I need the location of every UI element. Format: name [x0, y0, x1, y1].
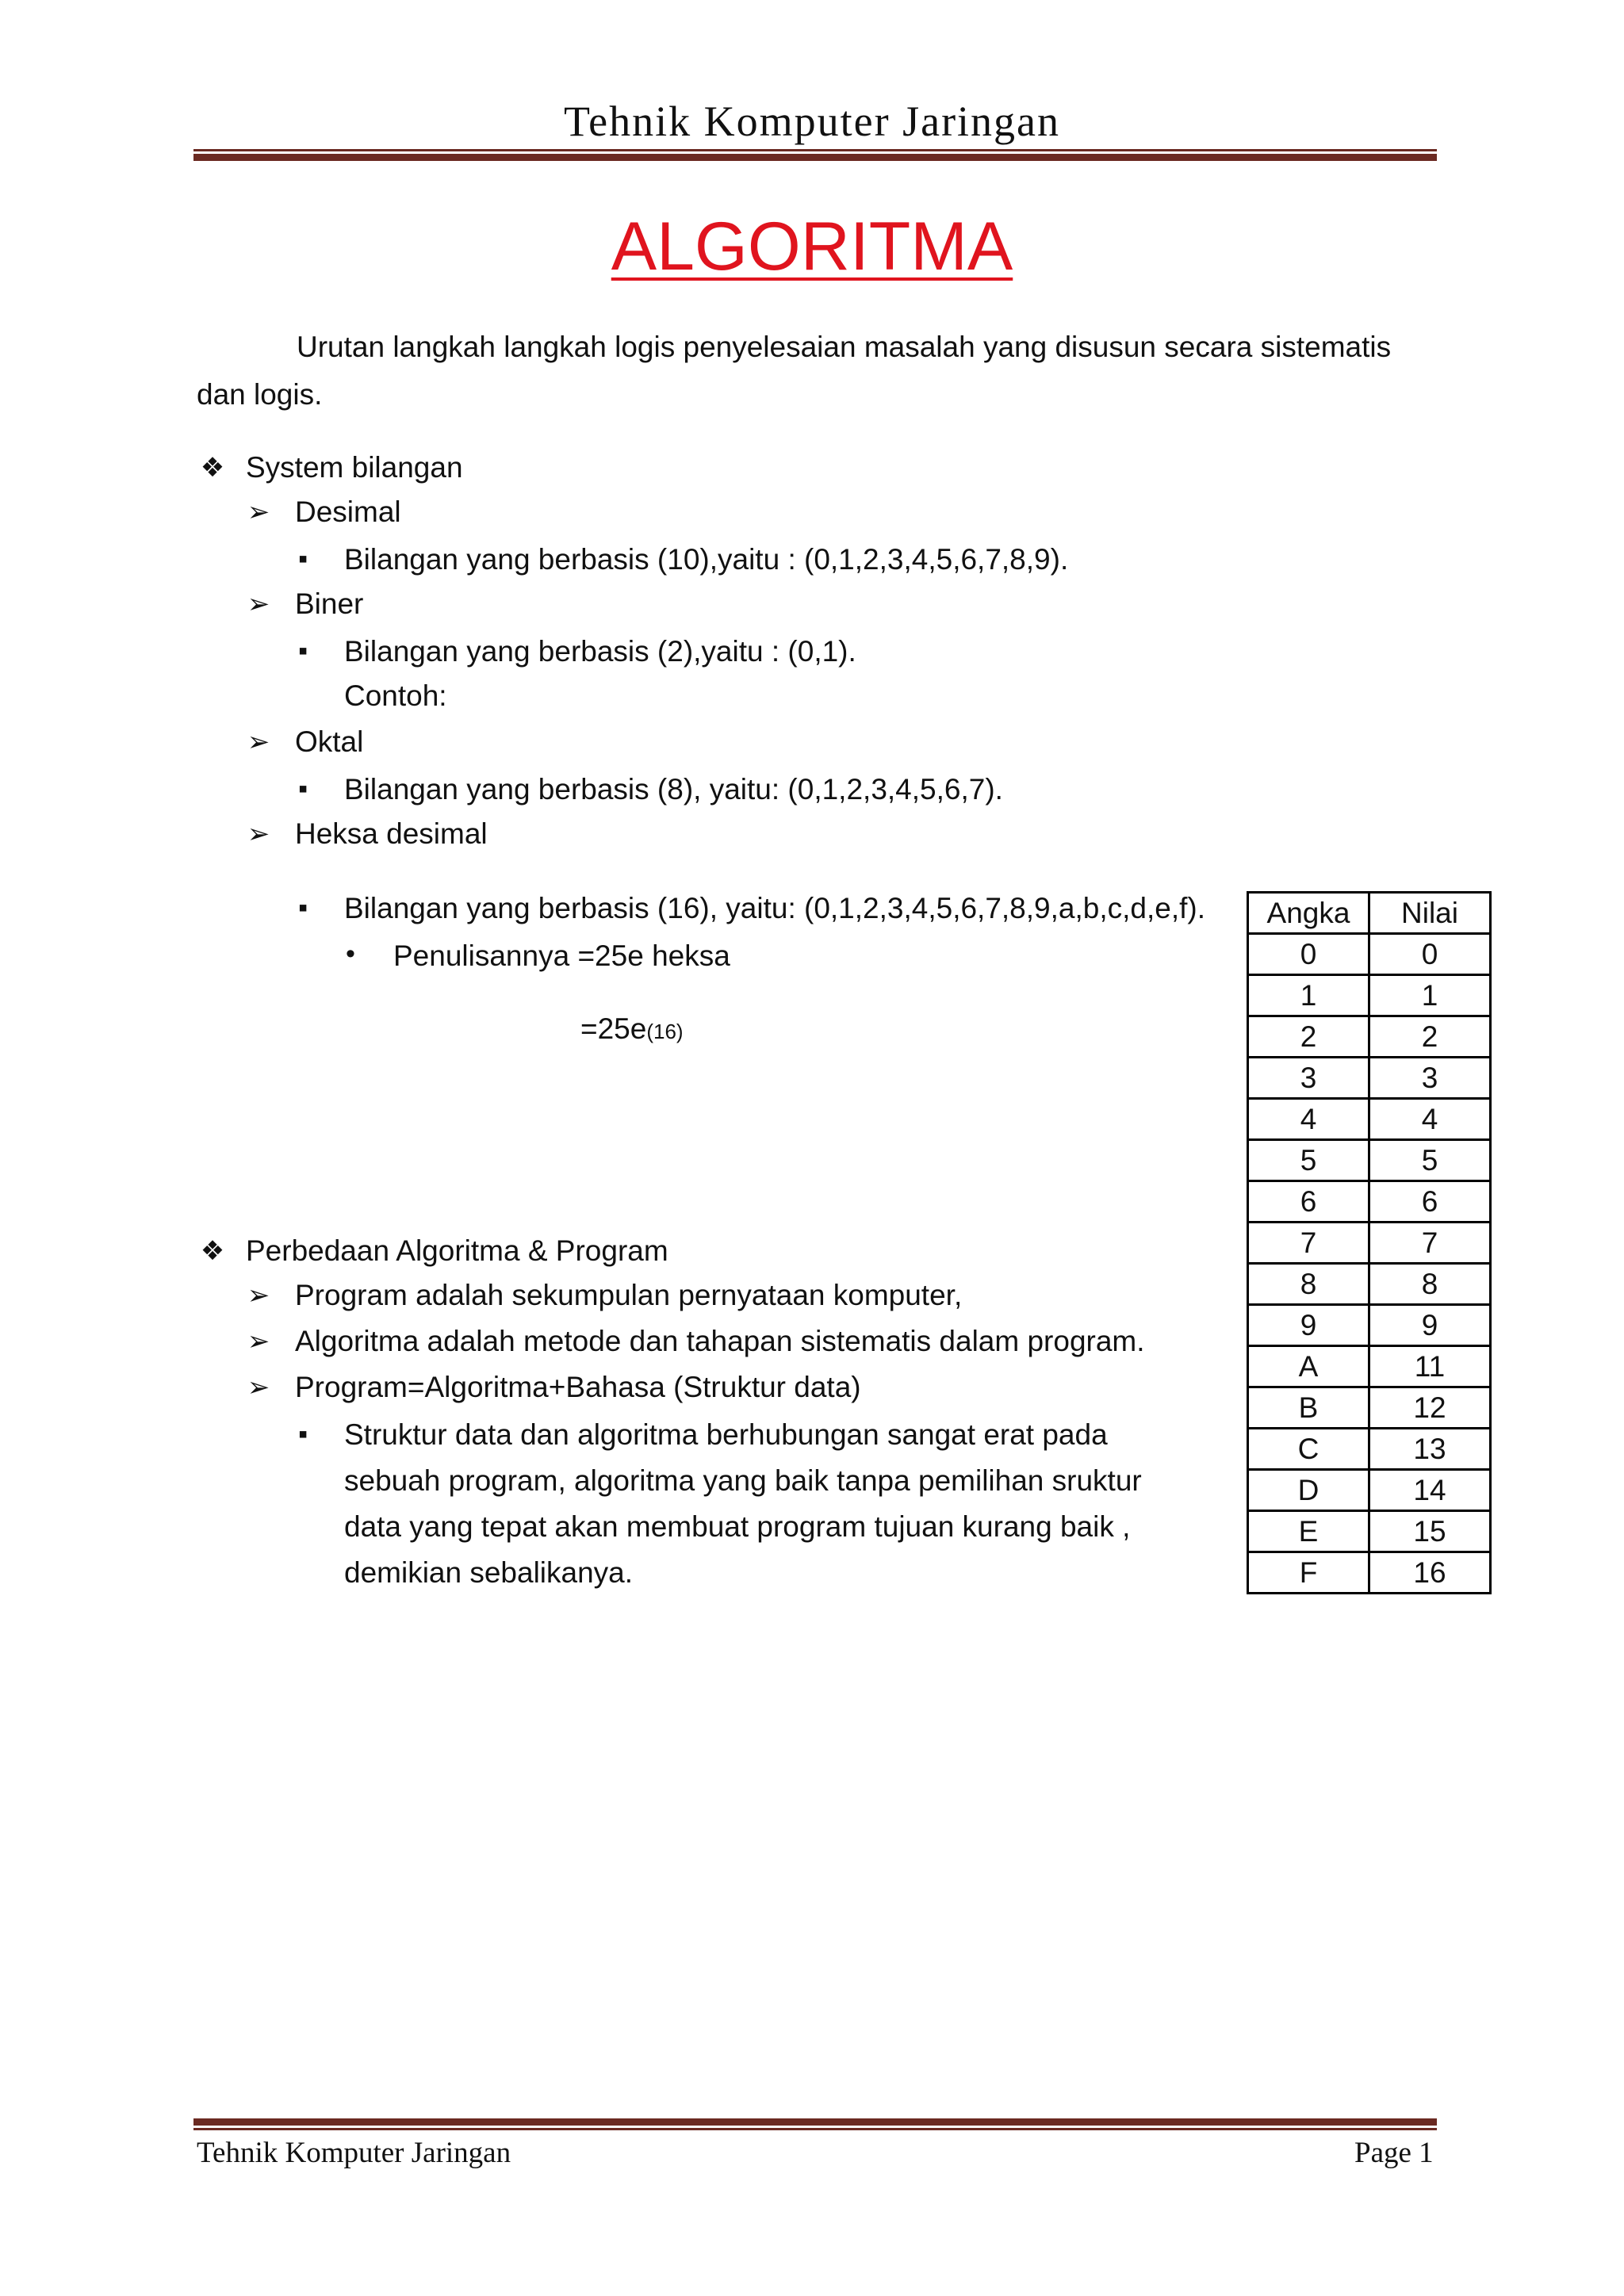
- table-row: [1248, 1140, 1491, 1181]
- biner-description: Bilangan yang berbasis (2),yaitu : (0,1).: [344, 635, 856, 668]
- table-row: [1248, 934, 1491, 975]
- table-row: [1248, 975, 1491, 1016]
- page-number: Page 1: [1354, 2137, 1434, 2169]
- algoritma-definition: Algoritma adalah metode dan tahapan sistematis dalam program.: [295, 1325, 1145, 1357]
- intro-line-1: Urutan langkah langkah logis penyelesaian masalah yang disusun secara sistematis: [297, 331, 1392, 363]
- nilai-cell: 12: [1369, 1387, 1491, 1429]
- nilai-cell: 9: [1369, 1305, 1491, 1346]
- angka-cell: 9: [1248, 1305, 1369, 1346]
- struktur-data-line-1: Struktur data dan algoritma berhubungan sangat erat pada: [344, 1418, 1108, 1451]
- heksa-description: Bilangan yang berbasis (16), yaitu: (0,1,2,3,4,5,6,7,8,9,a,b,c,d,e,f).: [344, 892, 1205, 924]
- nilai-cell: 13: [1369, 1429, 1491, 1470]
- angka-cell: 8: [1248, 1264, 1369, 1305]
- arrow-bullet-icon: ➢: [247, 819, 270, 849]
- footer-title: Tehnik Komputer Jaringan: [197, 2137, 511, 2169]
- nilai-cell: 5: [1369, 1140, 1491, 1181]
- table-row: [1248, 1016, 1491, 1058]
- nilai-cell: 16: [1369, 1552, 1491, 1594]
- angka-cell: 0: [1248, 934, 1369, 975]
- table-row: [1248, 1429, 1491, 1470]
- table-row: [1248, 1387, 1491, 1429]
- angka-cell: E: [1248, 1511, 1369, 1552]
- angka-cell: 5: [1248, 1140, 1369, 1181]
- table-row: [1248, 1223, 1491, 1264]
- program-formula: Program=Algoritma+Bahasa (Struktur data): [295, 1371, 861, 1403]
- table-header-cell: Angka: [1248, 893, 1369, 934]
- table-header-cell: Nilai: [1369, 893, 1491, 934]
- angka-cell: 3: [1248, 1058, 1369, 1099]
- nilai-cell: 11: [1369, 1346, 1491, 1387]
- program-definition: Program adalah sekumpulan pernyataan komputer,: [295, 1279, 963, 1311]
- angka-cell: 6: [1248, 1181, 1369, 1223]
- struktur-data-line-3: data yang tepat akan membuat program tujuan kurang baik ,: [344, 1510, 1131, 1543]
- table-row: [1248, 1470, 1491, 1511]
- table-row: [1248, 1346, 1491, 1387]
- angka-cell: 4: [1248, 1099, 1369, 1140]
- arrow-bullet-icon: ➢: [247, 589, 270, 619]
- nilai-cell: 8: [1369, 1264, 1491, 1305]
- table-row: [1248, 1099, 1491, 1140]
- footer-rule-thin: [193, 2128, 1437, 2130]
- square-bullet-icon: ▪: [297, 893, 308, 923]
- nilai-cell: 1: [1369, 975, 1491, 1016]
- nilai-cell: 14: [1369, 1470, 1491, 1511]
- item-desimal: Desimal: [295, 496, 401, 528]
- header-rule-thin: [193, 149, 1437, 151]
- section-heading-system-bilangan: System bilangan: [246, 451, 463, 484]
- formula: [580, 1012, 684, 1049]
- nilai-cell: 6: [1369, 1181, 1491, 1223]
- table-row: [1248, 1552, 1491, 1594]
- formula-subscript: (16): [646, 1020, 684, 1043]
- page-header-title: Tehnik Komputer Jaringan: [563, 98, 1061, 145]
- biner-contoh: Contoh:: [344, 679, 447, 712]
- document-title: ALGORITMA: [611, 209, 1013, 285]
- table-body: [1248, 934, 1491, 1594]
- table-row: [1248, 1305, 1491, 1346]
- table-header-row: [1248, 893, 1491, 934]
- square-bullet-icon: ▪: [297, 544, 308, 574]
- arrow-bullet-icon: ➢: [247, 1326, 270, 1357]
- table-row: [1248, 1058, 1491, 1099]
- nilai-cell: 3: [1369, 1058, 1491, 1099]
- intro-line-2: dan logis.: [197, 378, 323, 411]
- item-oktal: Oktal: [295, 725, 364, 758]
- item-biner: Biner: [295, 587, 364, 620]
- desimal-description: Bilangan yang berbasis (10),yaitu : (0,1,2,3,4,5,6,7,8,9).: [344, 543, 1069, 576]
- nilai-cell: 4: [1369, 1099, 1491, 1140]
- struktur-data-line-4: demikian sebalikanya.: [344, 1556, 634, 1589]
- square-bullet-icon: ▪: [297, 1419, 308, 1449]
- angka-cell: 7: [1248, 1223, 1369, 1264]
- footer-rule-thick: [193, 2118, 1437, 2126]
- angka-cell: B: [1248, 1387, 1369, 1429]
- arrow-bullet-icon: ➢: [247, 1280, 270, 1311]
- diamond-bullet-icon: ❖: [200, 1236, 225, 1266]
- penulisan-text: Penulisannya =25e heksa: [393, 939, 730, 972]
- table-row: [1248, 1511, 1491, 1552]
- section-heading-perbedaan: Perbedaan Algoritma & Program: [246, 1234, 668, 1267]
- arrow-bullet-icon: ➢: [247, 727, 270, 757]
- nilai-cell: 7: [1369, 1223, 1491, 1264]
- nilai-cell: 15: [1369, 1511, 1491, 1552]
- angka-cell: C: [1248, 1429, 1369, 1470]
- oktal-description: Bilangan yang berbasis (8), yaitu: (0,1,2,3,4,5,6,7).: [344, 773, 1003, 806]
- square-bullet-icon: ▪: [297, 774, 308, 804]
- angka-cell: F: [1248, 1552, 1369, 1594]
- nilai-cell: 0: [1369, 934, 1491, 975]
- header-rule-thick: [193, 154, 1437, 161]
- dot-bullet-icon: •: [346, 939, 355, 969]
- struktur-data-line-2: sebuah program, algoritma yang baik tanpa pemilihan sruktur: [344, 1464, 1142, 1497]
- angka-cell: 2: [1248, 1016, 1369, 1058]
- angka-cell: A: [1248, 1346, 1369, 1387]
- table-row: [1248, 1264, 1491, 1305]
- angka-cell: 1: [1248, 975, 1369, 1016]
- angka-cell: D: [1248, 1470, 1369, 1511]
- formula-main: =25e: [580, 1012, 647, 1045]
- table-row: [1248, 1181, 1491, 1223]
- item-heksa-desimal: Heksa desimal: [295, 817, 488, 850]
- diamond-bullet-icon: ❖: [200, 453, 225, 483]
- nilai-cell: 2: [1369, 1016, 1491, 1058]
- arrow-bullet-icon: ➢: [247, 1372, 270, 1402]
- arrow-bullet-icon: ➢: [247, 497, 270, 527]
- hex-value-table: [1247, 891, 1492, 1594]
- square-bullet-icon: ▪: [297, 636, 308, 666]
